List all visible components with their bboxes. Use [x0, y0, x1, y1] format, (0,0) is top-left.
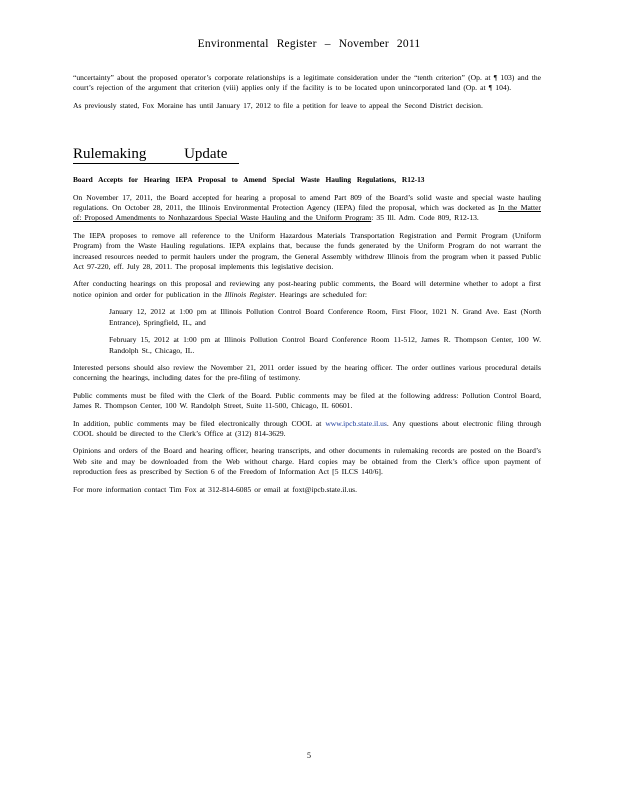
illinois-register-title: Illinois Register: [224, 289, 275, 299]
hearing-item-1: January 12, 2012 at 1:00 pm at Illinois Pollution Control Board Conference Room, First Floor, 1021 N. Grand Ave. East (North Entrance), Springfield, IL, and: [109, 307, 541, 327]
page-header: Environmental Register – November 2011: [197, 38, 421, 50]
paragraph-text: In addition, public comments may be filed electronically through COOL at: [73, 418, 326, 428]
paragraph-text: After conducting hearings on this proposal and reviewing any post-hearing public comments, the Board will determine whether to adopt a first notice opinion and order for publication in the: [73, 279, 541, 299]
paragraph-documents: Opinions and orders of the Board and hearing officer, hearing transcripts, and other documents in rulemaking records are posted on the Board’s Web site and may be downloaded from the Web without charge. Hard copies may be obtained from the Clerk’s office upon payment of reproduction fees as prescribed by Section 6 of the Freedom of Information Act [5 ILCS 140/6].: [73, 446, 541, 477]
paragraph-iepa-proposal: The IEPA proposes to remove all reference to the Uniform Hazardous Materials Transportation Registration and Permit Program (Uniform Program) from the Waste Hauling regulations. IEPA explains that, because the funds generated by the Uniform Program do not warrant the increased resources needed to permit haulers under the program, the General Assembly withdrew Illinois from the program when it passed Public Act 97-220, eff. July 28, 2011. The proposal implements this legislative decision.: [73, 230, 541, 272]
section-subheading: Board Accepts for Hearing IEPA Proposal to Amend Special Waste Hauling Regulations, R12-13: [73, 175, 425, 185]
docket-title-link[interactable]: In the Matter of: Proposed Amendments to Nonhazardous Special Waste Hauling and the Uniform Program: [73, 203, 542, 223]
page-content: [73, 73, 541, 502]
paragraph-text: . Hearings are scheduled for:: [274, 289, 367, 299]
intro-paragraph-1: “uncertainty” about the proposed operator’s corporate relationships is a legitimate consideration under the “tenth criterion” (Op. at ¶ 103) and the court’s rejection of the argument that criterion (viii) applies only if the facility is to be located upon unincorporated land (Op. at ¶ 104).: [73, 73, 541, 93]
paragraph-hearings-intro: [73, 279, 541, 300]
hearing-item-2: February 15, 2012 at 1:00 pm at Illinois Pollution Control Board Conference Room 11-512, James R. Thompson Center, 100 W. Randolph St., Chicago, IL.: [109, 335, 541, 355]
section-title: Rulemaking Update: [73, 146, 239, 164]
paragraph-text: On November 17, 2011, the Board accepted for hearing a proposal to amend Part 809 of the Board’s solid waste and special waste hauling regulations. On October 28, 2011, the Illinois Environmental Protection Agency (IEPA) filed the proposal, which was docketed as: [73, 192, 541, 213]
paragraph-text: : 35 Ill. Adm. Code 809, R12-13.: [371, 213, 479, 223]
page-number: 5: [307, 751, 311, 760]
website-link[interactable]: www.ipcb.state.il.us: [325, 418, 387, 428]
paragraph-text: . Any questions about electronic filing through COOL should be directed to the Clerk’s Office at (312) 814-3629.: [73, 418, 541, 438]
paragraph-contact: For more information contact Tim Fox at 312-814-6085 or email at foxt@ipcb.state.il.us.: [73, 484, 358, 494]
paragraph-accepted-proposal: [73, 193, 541, 224]
paragraph-public-comments: Public comments must be filed with the Clerk of the Board. Public comments may be filed at the following address: Pollution Control Board, James R. Thompson Center, 100 W. Randolph Street, Suite 11-500, Chicago, IL 60601.: [73, 390, 541, 411]
paragraph-hearing-officer-order: Interested persons should also review the November 21, 2011 order issued by the hearing officer. The order outlines various procedural details concerning the hearings, including dates for the pre-filing of testimony.: [73, 362, 541, 383]
intro-paragraph-2: As previously stated, Fox Moraine has until January 17, 2012 to file a petition for leave to appeal the Second District decision.: [73, 100, 483, 110]
paragraph-electronic-filing: [73, 419, 541, 440]
